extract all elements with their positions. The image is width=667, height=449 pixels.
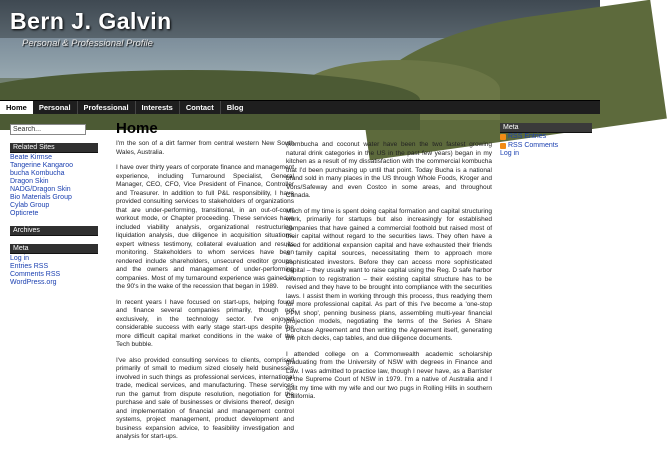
right-meta-title: Meta: [500, 123, 592, 133]
content-column-right: [286, 141, 492, 409]
related-link-beate-kirmse[interactable]: Beate Kirmse: [10, 154, 53, 161]
paragraph: I have over thirty years of corporate finance and management experience, including Turnaround Specialist, General Manager, CEO, CFO, Vice President of Finance, Controller and Treasurer. In addition to full P&L responsibility, I have provided consulting services to stakeholders of organizations that are under-performing, transitional, in an out-of-court workout mode, or Chapter proceeding. These services have included viability analysis, organizational restructuring, liquidation analysis, due diligence in acquisition situations, expert witness testimony, collateral evaluation and results monitoring. Stakeholders to whom services have been rendered include shareholders, unsecured creditor groups, and the owners and management of under-performing companies. Most of my turnaround experience was gained in the 90's in the wake of the recession that began in 1989.: [116, 164, 294, 290]
right-login-link[interactable]: Log in: [500, 150, 520, 157]
related-link-cylab[interactable]: Cylab Group: [10, 202, 50, 209]
paragraph: (kombucha and coconut water have been the two fastest growing natural drink categories in the US in the past few years) began in my kitchen as a result of my dissatisfaction with the commercial kombucha that I'd been purchasing up until that point. Today Bucha is a national brand sold in many places in the US through Whole Foods, Kroger and Vons/Safeway and even Costco in some areas, and throughout Canada.: [286, 141, 492, 199]
nav-blog[interactable]: Blog: [226, 103, 244, 112]
nav-contact[interactable]: Contact: [180, 101, 221, 114]
meta-comments-rss-link[interactable]: Comments RSS: [10, 271, 61, 278]
meta-login-link[interactable]: Log in: [10, 255, 30, 262]
related-link-bio-materials[interactable]: Bio Materials Group: [10, 194, 72, 201]
content-column-left: [116, 140, 294, 449]
rss-comments-label: RSS Comments: [508, 141, 559, 149]
related-link-tangerine-kangaroo[interactable]: Tangerine Kangaroo: [10, 162, 74, 169]
left-sidebar: [10, 124, 98, 287]
rss-entries-link[interactable]: [500, 133, 592, 142]
paragraph: I attended college on a Commonwealth academic scholarship graduating from the University of NSW with degrees in Finance and Law. I was admitted to practice law, though I never have, as a Barrister of the Supreme Court of NSW in 1979. I'm a native of Australia and I split my time with my wife and our two pugs in Rolling Hills in southern California.: [286, 350, 492, 400]
search-input[interactable]: [10, 124, 86, 135]
paragraph: Much of my time is spent doing capital formation and capital structuring work, primarily for startups but also increasingly for established companies that have gained a commercial foothold but raised most of their capital without regard to the securities laws. They often have a need for additional expansion capital and have exhausted their friends & family capital sources, necessitating them to approach more sophisticated investors. Before they can access more sophisticated capital – they usually want to raise capital using the Reg. D safe harbor exemption to registration – their existing capital structure has to be revised and they have to be brought into compliance with the securities laws. I assist them in working through this process, thus readying them for more professional capital. As part of this I've become a 'one-stop PPM shop', penning business plans, assembling multi-year financial projection models, negotiating the terms of the Series A Share Purchase Agreement and then writing the Agreement itself, generating the pitch decks, cap tables, and due diligence documents.: [286, 207, 492, 342]
nav-interests[interactable]: Interests: [136, 101, 180, 114]
related-link-opticrete[interactable]: Opticrete: [10, 210, 39, 217]
related-sites-list: [10, 154, 98, 218]
site-title[interactable]: Bern J. Galvin: [10, 8, 172, 34]
main-content: [116, 120, 492, 440]
site-tagline: Personal & Professional Profile: [22, 38, 153, 49]
paragraph: In recent years I have focused on start-ups, helping found and finance several companies primarily, though not exclusively, in the technology sector. I've enjoyed considerable success with early stage start-ups despite the more difficult capital market conditions in the wake of the Tech bubble.: [116, 298, 294, 348]
related-sites-title: Related Sites: [10, 143, 98, 153]
paragraph: I'm the son of a dirt farmer from central western New South Wales, Australia.: [116, 140, 294, 156]
nav-home[interactable]: Home: [0, 101, 33, 114]
rss-icon: [500, 143, 506, 149]
related-link-nadg-dragon-skin[interactable]: NADG/Dragon Skin: [10, 186, 71, 193]
main-navigation: [0, 100, 600, 114]
rss-icon: [500, 134, 506, 140]
site-header: [0, 0, 600, 100]
meta-list: [10, 255, 98, 287]
rss-comments-link[interactable]: [500, 142, 592, 151]
meta-entries-rss-link[interactable]: Entries RSS: [10, 263, 49, 270]
nav-professional[interactable]: Professional: [78, 101, 136, 114]
archives-title: Archives: [10, 226, 98, 236]
nav-personal[interactable]: Personal: [33, 101, 78, 114]
meta-title: Meta: [10, 244, 98, 254]
right-sidebar: [500, 123, 592, 159]
rss-entries-label: RSS Entries: [508, 133, 547, 140]
related-link-dragon-skin[interactable]: Dragon Skin: [10, 178, 49, 185]
paragraph: I've also provided consulting services to clients, comprised primarily of small to medium sized closely held businesses involved in such things as professional services, international trade, medical services, and manufacturing. These services run the gamut from dispute resolution, negotiation for the purchase and sale of businesses or divisions thereof, design and implementation of financial and management control systems, project management, product development and business expansion advice, to feasibility investigation and analysis for start-ups.: [116, 356, 294, 440]
meta-wordpress-link[interactable]: WordPress.org: [10, 279, 57, 286]
related-link-bucha-kombucha[interactable]: bucha Kombucha: [10, 170, 65, 177]
page-title: Home: [116, 120, 158, 137]
